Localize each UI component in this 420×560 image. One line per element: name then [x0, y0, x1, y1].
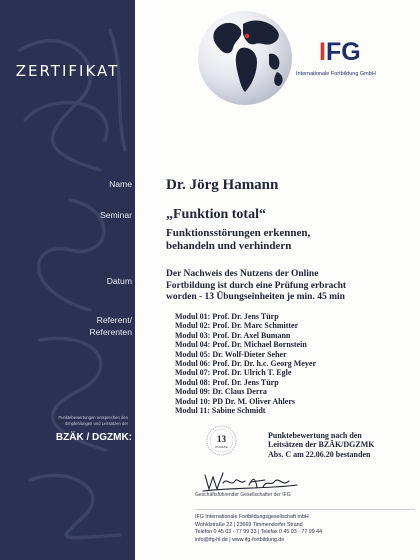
list-item: Modul 02: Prof. Dr. Marc Schmitter — [175, 321, 299, 331]
footer-line-4: info@ifg-hl.de | www.ifg-fortbildung.de — [195, 537, 285, 544]
footer-divider — [195, 509, 415, 510]
label-referent-line-1: Referent/ — [96, 315, 132, 325]
points-line-1: Punktebewertung nach den — [268, 431, 362, 440]
list-item: Modul 04: Prof. Dr. Michael Bornstein — [175, 340, 307, 350]
list-item: Modul 01: Prof. Dr. Jens Türp — [175, 312, 279, 321]
signature-caption: Geschäftsführender Gesellschafter der IFG — [195, 492, 291, 498]
ifg-logo-i: I — [319, 38, 326, 66]
globe-icon — [195, 8, 295, 108]
seminar-subtitle-line-2: behandeln und verhindern — [166, 240, 292, 252]
points-line-3: Abs. C am 22.06.20 bestanden — [268, 449, 371, 459]
seminar-title: „Funktion total“ — [166, 207, 266, 222]
list-item: Modul 07: Prof. Dr. Ulrich T. Egle — [175, 368, 292, 378]
points-note-line-1: Punktebewertungen entsprechen den — [58, 415, 128, 420]
datum-text — [166, 269, 406, 304]
list-item: Modul 05: Dr. Wolf-Dieter Seher — [175, 349, 287, 359]
label-name: Name — [109, 179, 132, 189]
list-item: Modul 08: Prof. Dr. Jens Türp — [175, 377, 279, 387]
points-statement — [268, 431, 408, 459]
footer-line-2: Wohldstraße 22 | 23669 Timmendorfer Strand — [195, 521, 303, 528]
seal-label: PUNKTE — [215, 445, 228, 449]
bzak-label: BZÄK / DGZMK: — [55, 432, 132, 443]
label-datum: Datum — [106, 276, 132, 286]
seminar-subtitle — [166, 227, 366, 253]
points-note-line-2: Empfehlungen und Leitsätzen der — [65, 421, 128, 426]
footer-line-3: Telefon 0 45 03 - 77 99 33 | Telefax 0 45 03 - 77 99 44 — [195, 529, 323, 536]
list-item: Modul 03: Prof. Dr. Axel Bumann — [175, 330, 291, 340]
points-line-2: Leitsätzen der BZÄK/DGZMK — [268, 440, 375, 450]
footer-line-1: IFG Internationale Fortbildungsgesellschaft mbH — [195, 514, 309, 520]
label-referent — [89, 314, 132, 338]
label-referent-line-2: Referenten — [89, 327, 132, 337]
datum-line-1: Der Nachweis des Nutzens der Online — [166, 269, 319, 279]
ifg-logo — [319, 38, 361, 67]
points-seal-icon — [206, 425, 237, 456]
list-item: Modul 11: Sabine Schmidt — [175, 406, 266, 416]
list-item: Modul 10: PD Dr. M. Oliver Ahlers — [175, 396, 295, 406]
label-seminar: Seminar — [100, 210, 132, 220]
ifg-logo-subtitle: Internationale Fortbildung GmbH — [296, 71, 376, 77]
recipient-name: Dr. Jörg Hamann — [166, 177, 279, 193]
seal-points: 13 — [217, 434, 226, 444]
list-item: Modul 09: Dr. Claus Derra — [175, 387, 267, 397]
datum-line-2: Fortbildung ist durch eine Prüfung erbracht — [166, 280, 347, 291]
points-note — [4, 415, 128, 427]
list-item: Modul 06: Prof. Dr. Dr. h.c. Georg Meyer — [175, 359, 317, 369]
datum-line-3: worden - 13 Übungseinheiten je min. 45 min — [166, 292, 345, 302]
seminar-subtitle-line-1: Funktionsstörungen erkennen, — [166, 227, 311, 239]
module-list — [175, 312, 316, 415]
certificate-heading: ZERTIFIKAT — [15, 62, 120, 80]
ifg-logo-rest: FG — [325, 38, 361, 66]
footer-address — [195, 514, 322, 545]
